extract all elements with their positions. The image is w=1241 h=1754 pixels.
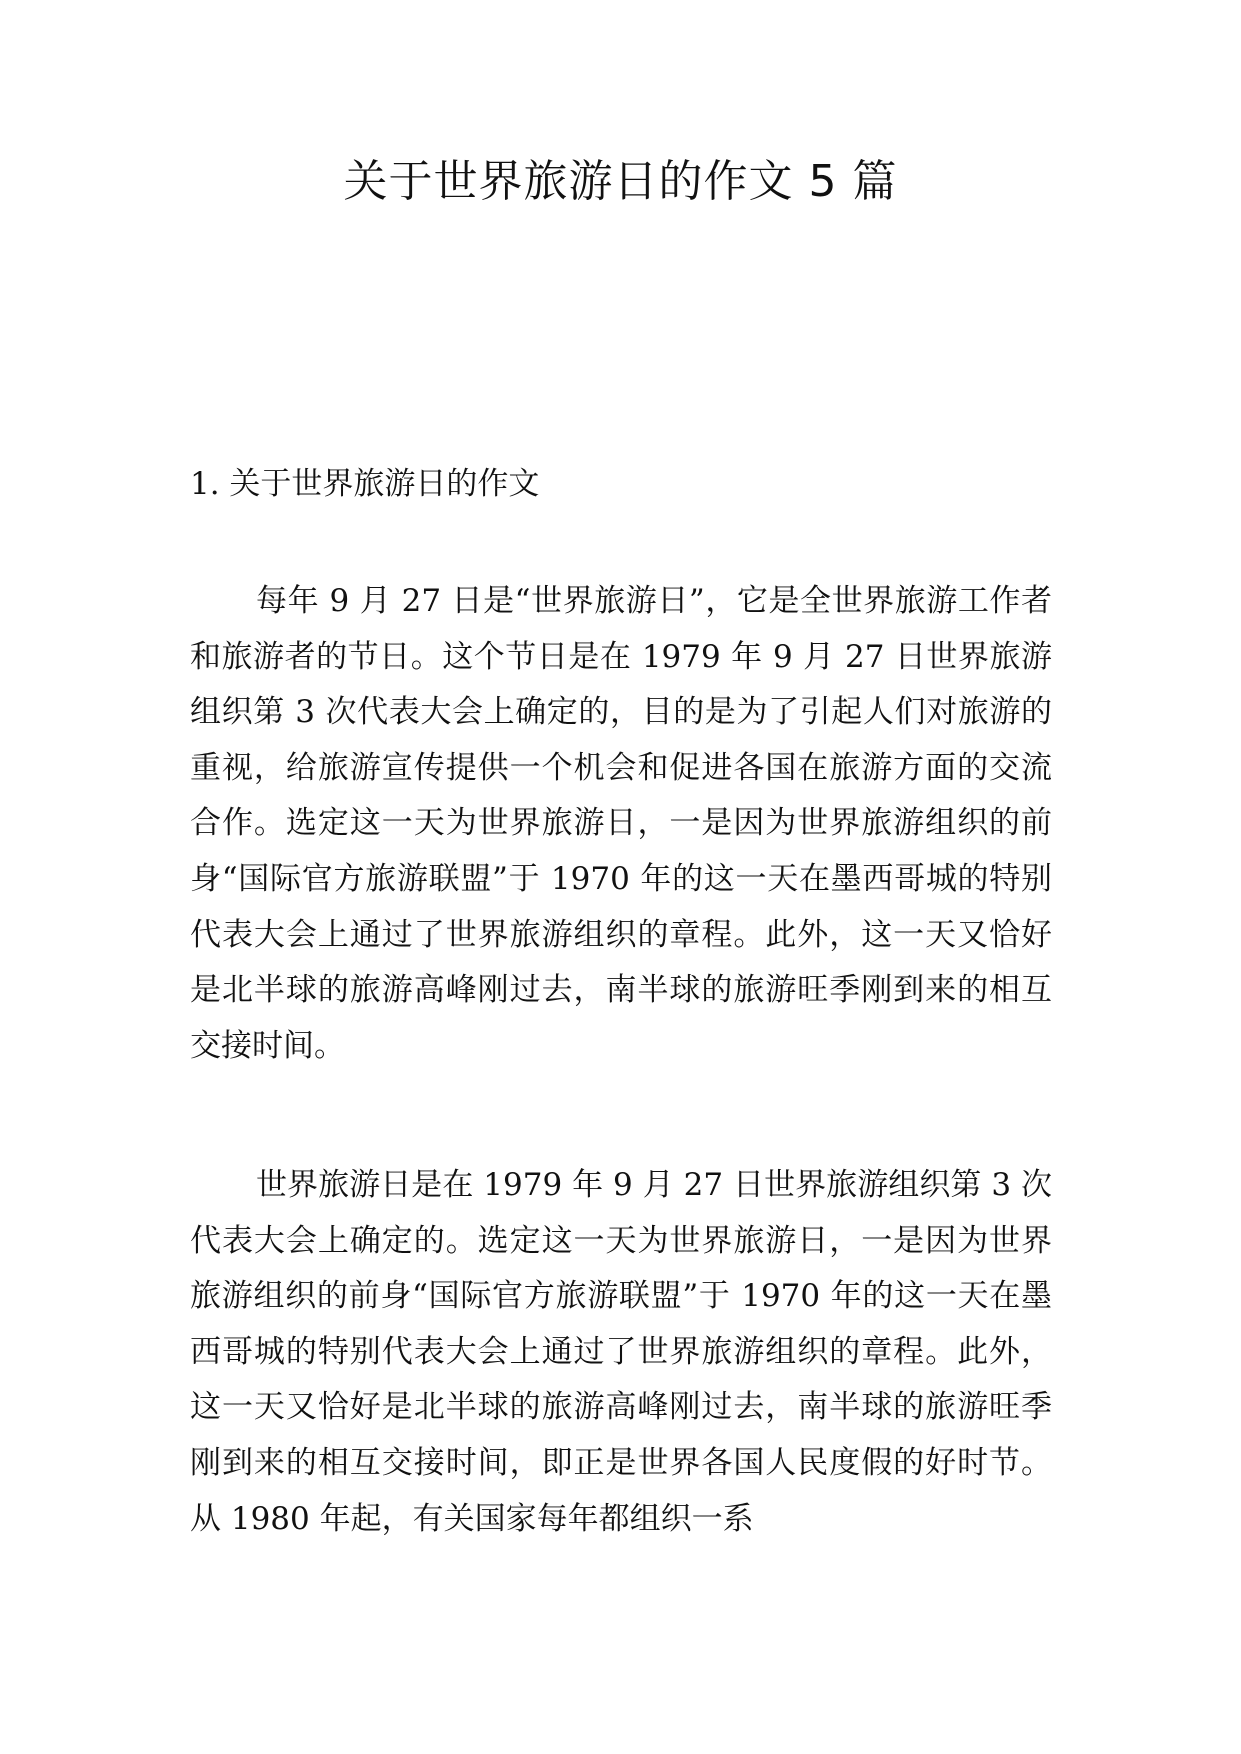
paragraph-1: 每年 9 月 27 日是“世界旅游日”，它是全世界旅游工作者和旅游者的节日。这个节日是在 1979 年 9 月 27 日世界旅游组织第 3 次代表大会上确定的，目的是为了引起人们对旅游的重视，给旅游宣传提供一个机会和促进各国在旅游方面的交流合作。选定这一天为世界旅游日，一是因为世界旅游组织的前身“国际官方旅游联盟”于 1970 年的这一天在墨西哥城的特别代表大会上通过了世界旅游组织的章程。此外，这一天又恰好是北半球的旅游高峰刚过去，南半球的旅游旺季刚到来的相互交接时间。 bbox=[190, 583, 1052, 1064]
document-title: 关于世界旅游日的作文 5 篇 bbox=[343, 156, 898, 207]
paragraph-2: 世界旅游日是在 1979 年 9 月 27 日世界旅游组织第 3 次代表大会上确定的。选定这一天为世界旅游日，一是因为世界旅游组织的前身“国际官方旅游联盟”于 1970 年的这一天在墨西哥城的特别代表大会上通过了世界旅游组织的章程。此外，这一天又恰好是北半球的旅游高峰刚过去，南半球的旅游旺季刚到来的相互交接时间，即正是世界各国人民度假的好时节。从 1980 年起，有关国家每年都组织一系 bbox=[190, 1167, 1052, 1537]
section-heading: 1. 关于世界旅游日的作文 bbox=[190, 466, 540, 502]
